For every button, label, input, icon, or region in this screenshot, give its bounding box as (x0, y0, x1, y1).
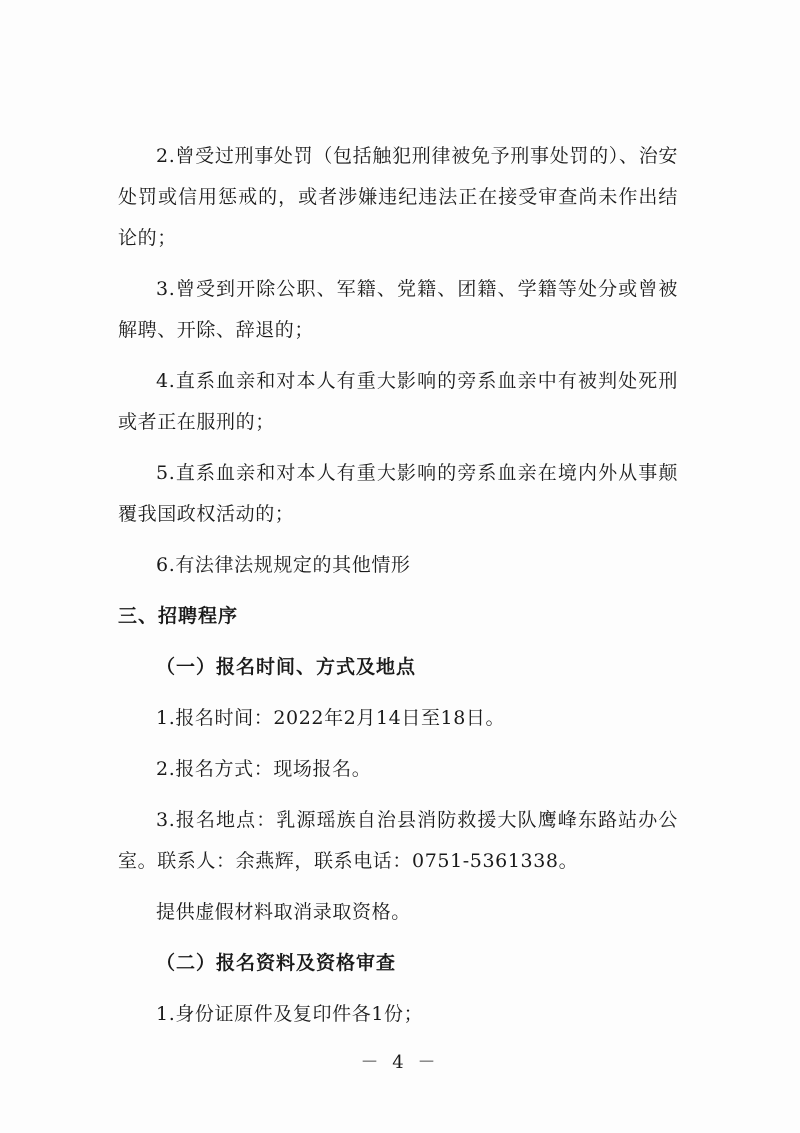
section-heading-recruitment-procedure: 三、招聘程序 (118, 605, 239, 627)
subsection-heading-registration: （一）报名时间、方式及地点 (156, 656, 417, 678)
false-material-notice: 提供虚假材料取消录取资格。 (156, 901, 411, 923)
paragraph-item-2: 2.曾受过刑事处罚（包括触犯刑律被免予刑事处罚的）、治安处罚或信用惩戒的，或者涉嫌违纪违法正在接受审查尚未作出结论的； (118, 145, 678, 249)
registration-method: 2.报名方式：现场报名。 (156, 758, 372, 780)
material-item-id-card: 1.身份证原件及复印件各1份； (156, 1003, 424, 1025)
document-body (118, 136, 678, 1045)
paragraph-item-5: 5.直系血亲和对本人有重大影响的旁系血亲在境内外从事颠覆我国政权活动的； (118, 462, 678, 525)
paragraph-item-6: 6.有法律法规规定的其他情形 (156, 554, 411, 576)
subsection-heading-materials-review: （二）报名资料及资格审查 (156, 952, 397, 974)
registration-location: 3.报名地点：乳源瑶族自治县消防救援大队鹰峰东路站办公室。联系人：余燕辉，联系电话：0751-5361338。 (118, 809, 678, 872)
page-number: － 4 － (360, 1052, 440, 1073)
paragraph-item-4: 4.直系血亲和对本人有重大影响的旁系血亲中有被判处死刑或者正在服刑的； (118, 370, 678, 433)
paragraph-item-3: 3.曾受到开除公职、军籍、党籍、团籍、学籍等处分或曾被解聘、开除、辞退的； (118, 278, 678, 341)
registration-time: 1.报名时间：2022年2月14日至18日。 (156, 707, 506, 729)
